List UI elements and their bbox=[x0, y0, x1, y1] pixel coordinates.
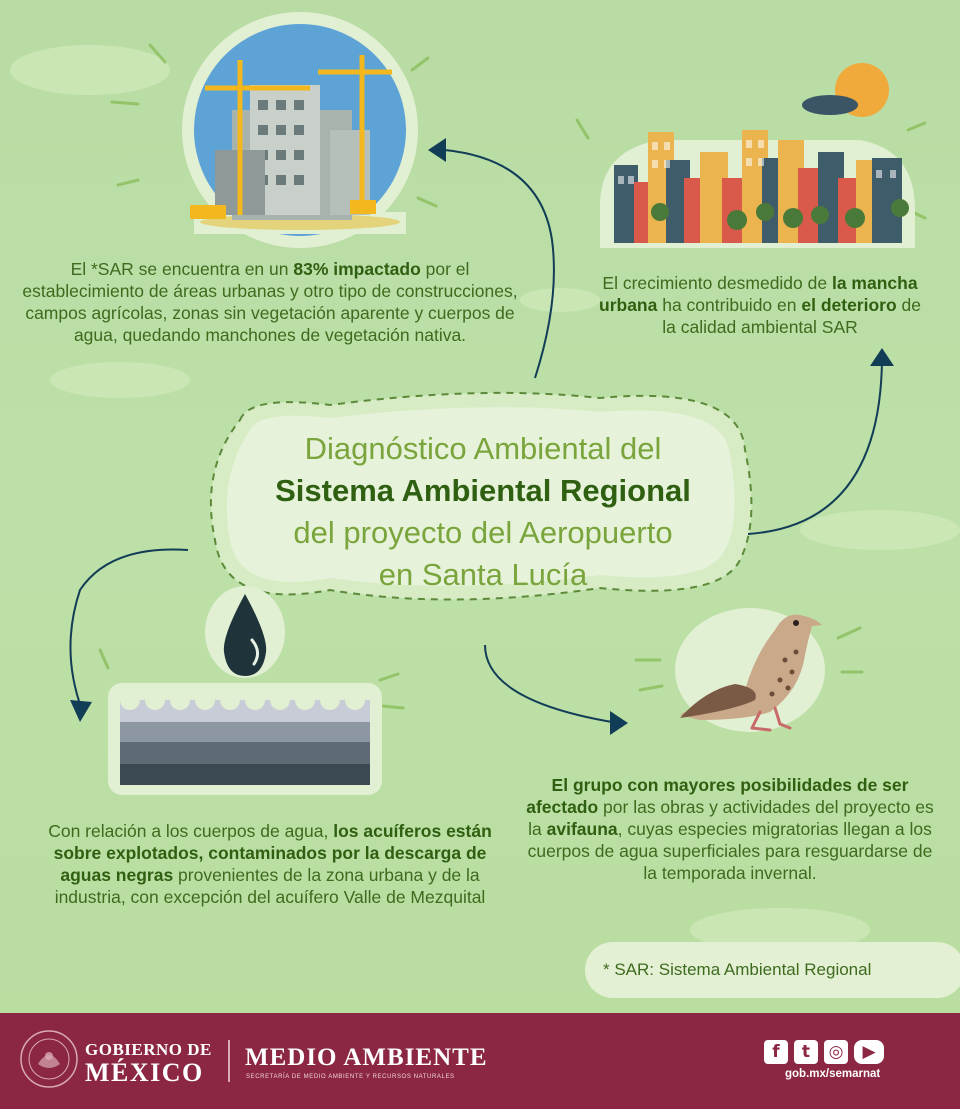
bird-illustration bbox=[675, 608, 825, 732]
facebook-icon[interactable]: f bbox=[764, 1040, 788, 1064]
birds-highlight-2: avifauna bbox=[546, 819, 618, 839]
water-text-2: provenientes de la zona urbana y de la industria, con excepción del acuífero Valle de Mezquital bbox=[54, 865, 486, 907]
water-text-1: Con relación a los cuerpos de agua, bbox=[48, 821, 334, 841]
website-link[interactable]: gob.mx/semarnat bbox=[785, 1068, 881, 1080]
footnote: * SAR: Sistema Ambiental Regional bbox=[603, 960, 872, 979]
secretaria-name: MEDIO AMBIENTE bbox=[245, 1044, 488, 1071]
youtube-icon[interactable]: ▶ bbox=[854, 1040, 884, 1064]
construction-illustration bbox=[182, 12, 418, 248]
birds-text-2: , cuyas especies migratorias llegan a los cuerpos de agua superficiales para resguardarse de la temporada invernal. bbox=[527, 819, 933, 883]
instagram-icon[interactable]: ◎ bbox=[824, 1040, 848, 1064]
secretaria-subtitle: SECRETARÍA DE MEDIO AMBIENTE Y RECURSOS NATURALES bbox=[246, 1074, 455, 1080]
urban-impact-text-1: El *SAR se encuentra en un bbox=[70, 259, 294, 279]
city-growth-highlight-2: el deterioro bbox=[801, 295, 897, 315]
government-label: GOBIERNO DE bbox=[85, 1040, 212, 1059]
water-text bbox=[40, 820, 500, 908]
title-line-4: en Santa Lucía bbox=[378, 557, 588, 592]
birds-highlight-1: El grupo con mayores posibilidades de ser afectado bbox=[526, 775, 909, 817]
title-line-3: del proyecto del Aeropuerto bbox=[293, 515, 673, 550]
water-illustration bbox=[108, 586, 382, 795]
city-growth-text-2: ha contribuido en bbox=[657, 295, 802, 315]
urban-impact-text-2: por el establecimiento de áreas urbanas y otro tipo de construcciones, campos agrícolas, zonas sin vegetación aparente y cuerpos de agua, quedando manchones de vegetación nativa. bbox=[22, 259, 518, 345]
water-highlight: los acuíferos están sobre explotados, contaminados por la descarga de aguas negras bbox=[53, 821, 492, 885]
city-illustration bbox=[600, 63, 915, 248]
title-block bbox=[238, 428, 728, 596]
urban-impact-text bbox=[10, 258, 530, 346]
national-seal-icon bbox=[18, 1028, 80, 1090]
title-line-1: Diagnóstico Ambiental del bbox=[304, 431, 662, 466]
city-growth-highlight-1: la mancha urbana bbox=[599, 273, 918, 315]
urban-impact-highlight: 83% impactado bbox=[293, 259, 421, 279]
city-growth-text-1: El crecimiento desmedido de bbox=[602, 273, 832, 293]
city-growth-text bbox=[590, 272, 930, 338]
city-growth-text-3: de la calidad ambiental SAR bbox=[662, 295, 921, 337]
twitter-icon[interactable]: t bbox=[794, 1040, 818, 1064]
title-line-2: Sistema Ambiental Regional bbox=[275, 473, 691, 508]
footer-divider bbox=[228, 1040, 230, 1082]
social-links bbox=[764, 1040, 890, 1064]
government-country: MÉXICO bbox=[85, 1058, 204, 1087]
birds-text-1: por las obras y actividades del proyecto es la bbox=[528, 797, 934, 839]
birds-text bbox=[520, 774, 940, 884]
